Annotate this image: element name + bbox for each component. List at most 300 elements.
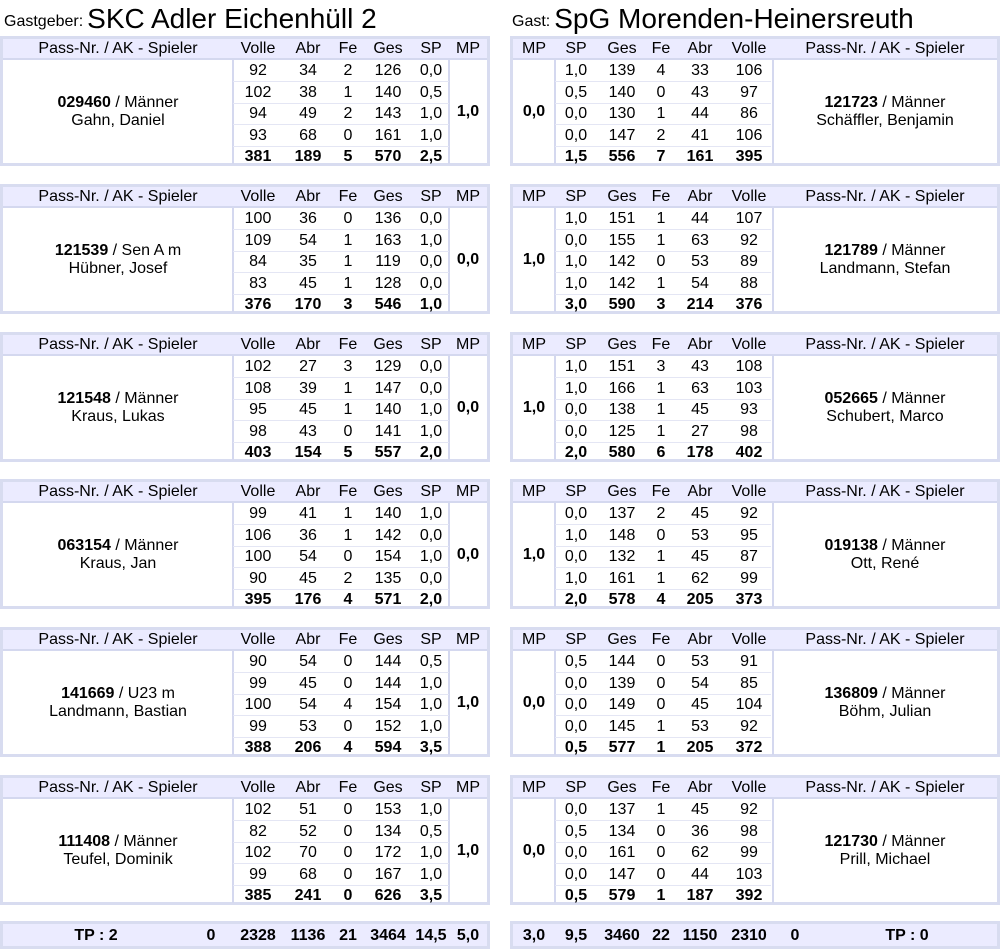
lane-fe-cell: 0 (656, 844, 666, 861)
player-info (773, 208, 997, 312)
total-sp-cell: 3,5 (419, 887, 443, 904)
lane-volle-cell: 103 (735, 865, 763, 883)
age-class: / Männer (877, 390, 946, 407)
header-fe: Fe (651, 336, 671, 353)
lane-ges-cell: 154 (374, 548, 402, 565)
lane-fe-cell: 0 (343, 422, 353, 440)
lane-abr-cell: 63 (691, 231, 709, 249)
lane-ges-cell: 167 (374, 865, 402, 883)
pass-number: 136809 (824, 685, 878, 702)
header-abr: Abr (687, 631, 713, 648)
lane-sp-cell: 1,0 (419, 696, 443, 713)
lane-volle-cell: 95 (740, 526, 758, 544)
column-header-row (3, 39, 487, 60)
home-team-header (4, 0, 377, 34)
lane-volle-cell: 104 (735, 696, 763, 713)
lane-abr-cell: 45 (299, 674, 317, 692)
header-abr: Abr (687, 336, 713, 353)
header-player: Pass-Nr. / AK - Spieler (805, 779, 965, 796)
header-mp: MP (456, 40, 480, 57)
header-ges: Ges (373, 779, 403, 796)
lane-sp-cell: 0,0 (419, 274, 443, 292)
lane-ges-cell: 142 (608, 274, 636, 292)
lane-ges-cell: 152 (374, 717, 402, 735)
lane-sp-cell: 0,0 (564, 505, 588, 522)
lane-volle-cell: 102 (244, 358, 272, 375)
match-points: 0,0 (522, 694, 546, 711)
header-volle: Volle (240, 40, 276, 57)
header-sp: SP (420, 779, 442, 796)
header-mp: MP (456, 188, 480, 205)
header-player: Pass-Nr. / AK - Spieler (805, 336, 965, 353)
player-info (3, 60, 233, 164)
header-ges: Ges (607, 188, 637, 205)
total-volle-cell: 392 (735, 887, 763, 904)
total-sp-cell: 2,5 (419, 148, 443, 165)
total-fe-cell: 3 (656, 296, 666, 313)
total-ges-cell: 577 (608, 739, 636, 756)
lane-fe-cell: 0 (656, 696, 666, 713)
header-sp: SP (420, 40, 442, 57)
total-fe-cell: 0 (343, 887, 353, 904)
lane-ges-cell: 130 (608, 105, 636, 122)
header-mp: MP (522, 631, 546, 648)
header-volle: Volle (240, 336, 276, 353)
lane-fe-cell: 1 (656, 105, 666, 122)
lane-sp-cell: 1,0 (564, 274, 588, 292)
header-abr: Abr (295, 188, 321, 205)
lane-abr-cell: 45 (691, 505, 709, 522)
lane-fe-cell: 0 (656, 653, 666, 670)
lane-sp-cell: 0,0 (564, 422, 588, 440)
header-fe: Fe (651, 188, 671, 205)
lane-abr-cell: 43 (691, 83, 709, 101)
lane-fe-cell: 1 (656, 231, 666, 249)
lane-sp-cell: 0,5 (564, 83, 588, 101)
header-volle: Volle (731, 188, 767, 205)
total-volle-cell: 372 (735, 739, 763, 756)
header-fe: Fe (338, 483, 358, 500)
lane-fe-cell: 0 (343, 126, 353, 144)
player-info (3, 356, 233, 460)
lane-volle-cell: 106 (244, 526, 272, 544)
player-name: Landmann, Bastian (49, 703, 187, 720)
lane-ges-cell: 151 (608, 358, 636, 375)
lane-fe-cell: 1 (343, 526, 353, 544)
lane-sp-cell: 1,0 (419, 548, 443, 565)
lane-abr-cell: 33 (691, 62, 709, 79)
player-pass-line (825, 833, 946, 851)
lane-volle-cell: 108 (244, 379, 272, 397)
lane-ges-cell: 166 (608, 379, 636, 397)
lane-ges-cell: 125 (608, 422, 636, 440)
column-header-row (513, 482, 997, 503)
lane-abr-cell: 54 (691, 274, 709, 292)
lane-abr-cell: 54 (691, 674, 709, 692)
total-fe-cell: 4 (656, 591, 666, 608)
lane-abr-cell: 54 (299, 548, 317, 565)
age-class: / Männer (877, 242, 946, 259)
column-header-row (3, 482, 487, 503)
lane-sp-cell: 1,0 (564, 569, 588, 587)
header-volle: Volle (240, 779, 276, 796)
lane-fe-cell: 0 (343, 717, 353, 735)
lane-volle-cell: 98 (249, 422, 267, 440)
player-name: Teufel, Dominik (63, 851, 173, 868)
lane-fe-cell: 1 (656, 801, 666, 818)
lane-abr-cell: 45 (299, 274, 317, 292)
lane-volle-cell: 92 (740, 801, 758, 818)
lane-volle-cell: 97 (740, 83, 758, 101)
match-points: 1,0 (456, 842, 480, 859)
lane-abr-cell: 41 (691, 126, 709, 144)
lane-volle-cell: 99 (249, 717, 267, 735)
header-fe: Fe (338, 779, 358, 796)
header-fe: Fe (651, 631, 671, 648)
lane-volle-cell: 86 (740, 105, 758, 122)
total-volle-cell: 376 (244, 296, 272, 313)
lane-ges-cell: 143 (374, 105, 402, 122)
home-total-abr: 1136 (290, 927, 326, 944)
lane-fe-cell: 1 (343, 231, 353, 249)
total-ges-cell: 579 (608, 887, 636, 904)
total-abr-cell: 154 (294, 444, 322, 461)
lane-fe-cell: 0 (656, 865, 666, 883)
age-class: / Männer (877, 537, 946, 554)
total-sp-cell: 3,0 (564, 296, 588, 313)
header-fe: Fe (338, 188, 358, 205)
lane-ges-cell: 163 (374, 231, 402, 249)
age-class: / Männer (110, 537, 179, 554)
total-volle-cell: 402 (735, 444, 763, 461)
lane-fe-cell: 1 (656, 274, 666, 292)
lane-sp-cell: 0,0 (419, 569, 443, 587)
lane-abr-cell: 44 (691, 210, 709, 227)
home-total-tp: TP : 2 (74, 927, 118, 944)
header-player: Pass-Nr. / AK - Spieler (38, 188, 198, 205)
lane-ges-cell: 161 (608, 844, 636, 861)
age-class: / Männer (110, 833, 178, 850)
lane-sp-cell: 1,0 (564, 358, 588, 375)
header-ges: Ges (373, 631, 403, 648)
total-volle-cell: 376 (735, 296, 763, 313)
match-points: 0,0 (522, 103, 546, 120)
lane-abr-cell: 38 (299, 83, 317, 101)
home-player-block (0, 775, 490, 905)
lane-sp-cell: 1,0 (419, 126, 443, 144)
lane-volle-cell: 107 (735, 210, 763, 227)
lane-ges-cell: 151 (608, 210, 636, 227)
lane-ges-cell: 136 (374, 210, 402, 227)
lane-fe-cell: 2 (656, 505, 666, 522)
header-fe: Fe (651, 40, 671, 57)
lane-sp-cell: 0,0 (419, 526, 443, 544)
total-volle-cell: 388 (244, 739, 272, 756)
total-abr-cell: 205 (686, 739, 714, 756)
lane-abr-cell: 45 (691, 401, 709, 418)
lane-sp-cell: 0,0 (564, 674, 588, 692)
total-fe-cell: 5 (343, 148, 353, 165)
match-points: 1,0 (456, 694, 480, 711)
home-player-block (0, 627, 490, 757)
header-mp: MP (522, 336, 546, 353)
lane-fe-cell: 2 (343, 569, 353, 587)
guest-total-abr: 1150 (682, 927, 718, 944)
guest-total-fe: 22 (652, 927, 670, 944)
total-ges-cell: 590 (608, 296, 636, 313)
player-info (773, 356, 997, 460)
player-info (773, 799, 997, 903)
lane-volle-cell: 93 (740, 401, 758, 418)
lane-fe-cell: 2 (343, 105, 353, 122)
header-volle: Volle (240, 631, 276, 648)
home-total-volle: 2328 (240, 927, 276, 944)
header-abr: Abr (295, 483, 321, 500)
total-abr-cell: 214 (686, 296, 714, 313)
total-ges-cell: 594 (374, 739, 402, 756)
total-ges-cell: 571 (374, 591, 402, 608)
total-fe-cell: 1 (656, 739, 666, 756)
lane-abr-cell: 41 (299, 505, 317, 522)
lane-abr-cell: 45 (299, 401, 317, 418)
lane-ges-cell: 147 (608, 126, 636, 144)
lane-fe-cell: 4 (343, 696, 353, 713)
pass-number: 121730 (824, 833, 878, 850)
lane-ges-cell: 144 (374, 653, 402, 670)
column-header-row (513, 630, 997, 651)
lane-fe-cell: 0 (656, 822, 666, 840)
total-fe-cell: 3 (343, 296, 353, 313)
player-name: Ott, René (850, 555, 920, 572)
header-volle: Volle (731, 483, 767, 500)
total-ges-cell: 556 (608, 148, 636, 165)
player-name: Kraus, Jan (79, 555, 157, 572)
lane-volle-cell: 87 (740, 548, 758, 565)
lane-sp-cell: 0,0 (564, 548, 588, 565)
header-player: Pass-Nr. / AK - Spieler (38, 40, 198, 57)
lane-ges-cell: 135 (374, 569, 402, 587)
header-sp: SP (565, 631, 587, 648)
lane-ges-cell: 119 (375, 253, 401, 270)
header-sp: SP (565, 336, 587, 353)
lane-abr-cell: 36 (299, 526, 317, 544)
total-abr-cell: 161 (686, 148, 714, 165)
lane-fe-cell: 0 (343, 844, 353, 861)
match-points: 0,0 (456, 251, 480, 268)
lane-fe-cell: 1 (656, 569, 666, 587)
total-sp-cell: 0,5 (564, 887, 588, 904)
header-abr: Abr (687, 188, 713, 205)
lane-sp-cell: 1,0 (419, 717, 443, 735)
lane-sp-cell: 0,5 (564, 822, 588, 840)
lane-sp-cell: 0,0 (564, 126, 588, 144)
header-fe: Fe (338, 40, 358, 57)
column-header-row (3, 187, 487, 208)
lane-ges-cell: 153 (374, 801, 402, 818)
home-team-name: SKC Adler Eichenhüll 2 (87, 3, 377, 34)
lane-ges-cell: 144 (374, 674, 402, 692)
home-player-block (0, 36, 490, 166)
header-mp: MP (456, 483, 480, 500)
header-mp: MP (456, 336, 480, 353)
guest-team-name: SpG Morenden-Heinersreuth (554, 3, 914, 34)
match-points: 1,0 (456, 103, 480, 120)
lane-fe-cell: 3 (343, 358, 353, 375)
lane-sp-cell: 0,5 (564, 653, 588, 670)
lane-volle-cell: 100 (244, 696, 272, 713)
header-ges: Ges (607, 483, 637, 500)
lane-ges-cell: 142 (374, 526, 402, 544)
lane-ges-cell: 145 (608, 717, 636, 735)
header-abr: Abr (295, 631, 321, 648)
lane-abr-cell: 27 (691, 422, 709, 440)
player-name: Schubert, Marco (826, 408, 944, 425)
total-abr-cell: 187 (686, 887, 714, 904)
lane-fe-cell: 2 (343, 62, 353, 79)
lane-volle-cell: 84 (249, 253, 267, 270)
pass-number: 141669 (61, 685, 115, 702)
player-pass-line (55, 242, 181, 260)
total-fe-cell: 4 (343, 591, 353, 608)
column-header-row (513, 187, 997, 208)
lane-abr-cell: 45 (691, 696, 709, 713)
lane-sp-cell: 1,0 (564, 253, 588, 270)
header-sp: SP (565, 40, 587, 57)
guest-player-block (510, 775, 1000, 905)
guest-total-ges: 3460 (604, 927, 640, 944)
lane-sp-cell: 0,0 (564, 844, 588, 861)
player-pass-line (58, 390, 179, 408)
lane-ges-cell: 161 (608, 569, 636, 587)
header-sp: SP (565, 188, 587, 205)
pass-number: 121539 (54, 242, 109, 259)
header-mp: MP (522, 483, 546, 500)
home-totals-row (0, 921, 490, 949)
lane-ges-cell: 140 (374, 401, 402, 418)
player-name: Kraus, Lukas (71, 408, 165, 425)
header-fe: Fe (338, 631, 358, 648)
header-mp: MP (522, 779, 546, 796)
lane-ges-cell: 137 (608, 801, 636, 818)
lane-ges-cell: 154 (374, 696, 402, 713)
home-total-fe: 21 (339, 927, 357, 944)
lane-volle-cell: 82 (249, 822, 267, 840)
lane-abr-cell: 62 (691, 569, 709, 587)
lane-volle-cell: 108 (735, 358, 763, 375)
lane-ges-cell: 142 (608, 253, 636, 270)
pass-number: 121548 (57, 390, 111, 407)
age-class: / Männer (877, 685, 946, 702)
lane-fe-cell: 0 (343, 801, 353, 818)
lane-fe-cell: 1 (656, 210, 666, 227)
header-ges: Ges (373, 483, 403, 500)
lane-sp-cell: 0,0 (564, 865, 588, 883)
header-player: Pass-Nr. / AK - Spieler (38, 631, 198, 648)
total-sp-cell: 0,5 (564, 739, 588, 756)
home-player-block (0, 184, 490, 314)
lane-sp-cell: 0,0 (564, 401, 588, 418)
lane-fe-cell: 0 (343, 210, 353, 227)
total-abr-cell: 206 (294, 739, 322, 756)
total-abr-cell: 241 (294, 887, 322, 904)
player-name: Landmann, Stefan (819, 260, 951, 277)
header-player: Pass-Nr. / AK - Spieler (38, 779, 198, 796)
lane-fe-cell: 1 (343, 505, 353, 522)
lane-volle-cell: 92 (740, 231, 758, 249)
header-mp: MP (456, 631, 480, 648)
player-name: Prill, Michael (839, 851, 931, 868)
player-info (3, 799, 233, 903)
lane-ges-cell: 147 (608, 865, 636, 883)
header-ges: Ges (607, 336, 637, 353)
age-class: / Sen A m (108, 242, 182, 259)
total-sp-cell: 2,0 (564, 591, 588, 608)
lane-ges-cell: 129 (374, 358, 402, 375)
total-fe-cell: 6 (656, 444, 666, 461)
lane-abr-cell: 44 (691, 865, 709, 883)
total-sp-cell: 3,5 (419, 739, 443, 756)
lane-volle-cell: 90 (249, 569, 267, 587)
lane-abr-cell: 68 (299, 865, 317, 883)
lane-sp-cell: 0,0 (564, 105, 588, 122)
lane-volle-cell: 102 (244, 844, 272, 861)
total-volle-cell: 395 (244, 591, 272, 608)
pass-number: 052665 (824, 390, 878, 407)
player-name: Böhm, Julian (838, 703, 932, 720)
header-player: Pass-Nr. / AK - Spieler (805, 631, 965, 648)
lane-fe-cell: 0 (343, 653, 353, 670)
header-abr: Abr (295, 40, 321, 57)
lane-fe-cell: 0 (656, 674, 666, 692)
player-pass-line (825, 242, 946, 260)
player-info (773, 503, 997, 607)
column-header-row (3, 335, 487, 356)
lane-volle-cell: 99 (249, 865, 267, 883)
lane-volle-cell: 92 (740, 717, 758, 735)
header-ges: Ges (373, 40, 403, 57)
lane-abr-cell: 68 (299, 126, 317, 144)
lane-abr-cell: 49 (299, 105, 317, 122)
total-ges-cell: 626 (374, 887, 402, 904)
column-header-row (513, 39, 997, 60)
lane-volle-cell: 93 (249, 126, 267, 144)
guest-total-tp: TP : 0 (885, 927, 929, 944)
lane-abr-cell: 34 (299, 62, 317, 79)
lane-abr-cell: 35 (299, 253, 317, 270)
lane-sp-cell: 0,0 (419, 210, 443, 227)
lane-fe-cell: 1 (656, 717, 666, 735)
player-info (773, 60, 997, 164)
header-ges: Ges (373, 188, 403, 205)
player-name: Gahn, Daniel (71, 112, 165, 129)
header-mp: MP (522, 40, 546, 57)
lane-sp-cell: 1,0 (419, 844, 443, 861)
header-volle: Volle (731, 40, 767, 57)
lane-sp-cell: 1,0 (419, 422, 443, 440)
lane-volle-cell: 106 (735, 126, 763, 144)
home-total-mp-total: 5,0 (456, 927, 480, 944)
lane-ges-cell: 155 (608, 231, 636, 249)
age-class: / Männer (110, 390, 179, 407)
lane-fe-cell: 3 (656, 358, 666, 375)
lane-fe-cell: 2 (656, 126, 666, 144)
guest-player-block (510, 627, 1000, 757)
player-pass-line (58, 537, 179, 555)
total-volle-cell: 395 (735, 148, 763, 165)
lane-volle-cell: 92 (249, 62, 267, 79)
player-pass-line (825, 390, 946, 408)
lane-abr-cell: 53 (691, 717, 709, 735)
